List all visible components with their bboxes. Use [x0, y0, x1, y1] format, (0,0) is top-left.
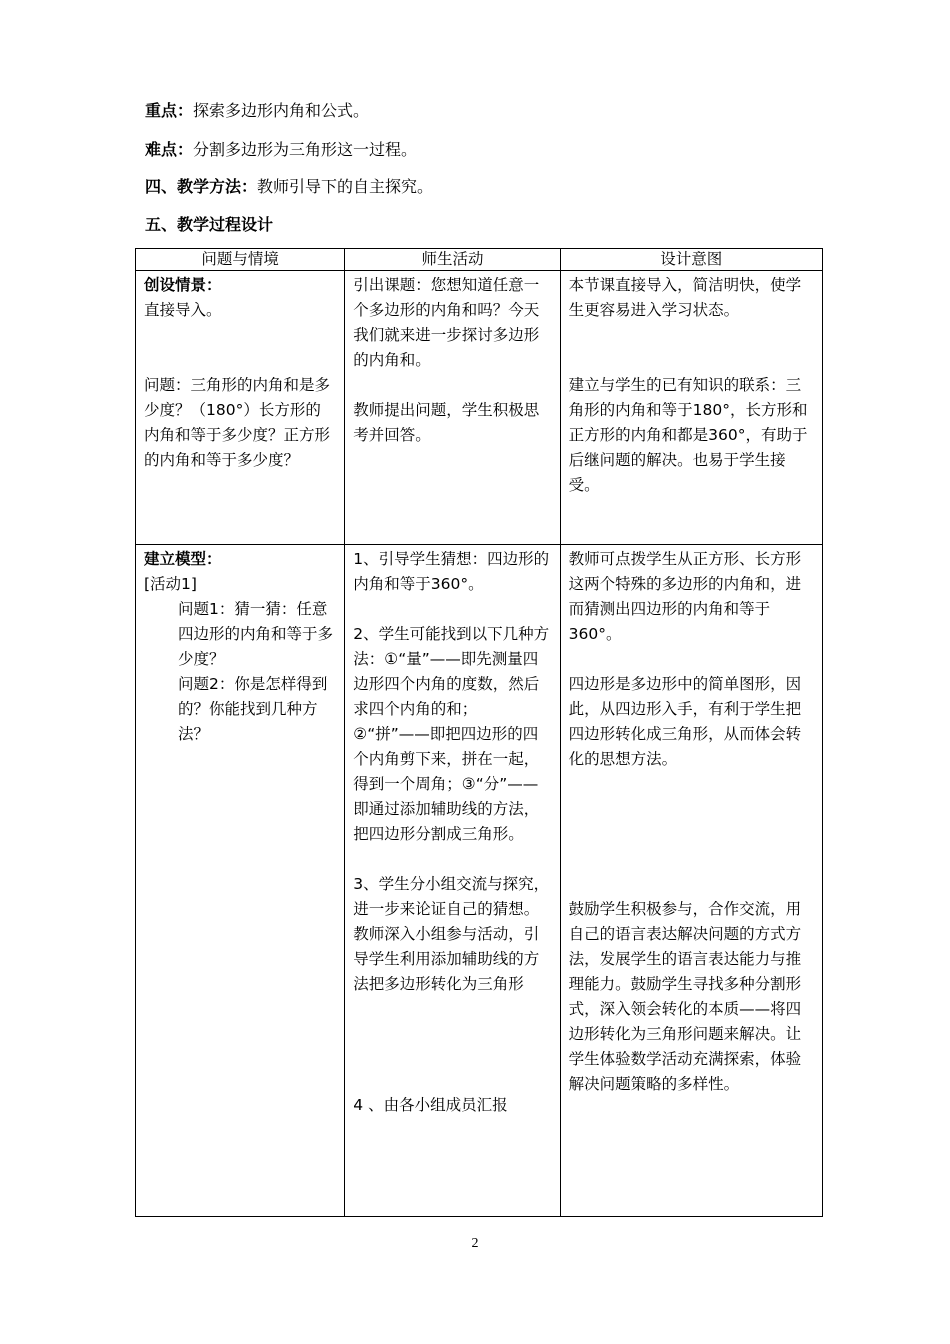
- row2-c3-text: 教师可点拨学生从正方形、长方形这两个特殊的多边形的内角和，进而猜测出四边形的内角和等于360°。: [568, 550, 802, 643]
- page-number: 2: [471, 1236, 479, 1251]
- table-row: [136, 545, 823, 1217]
- row1-c3-text: 本节课直接导入，简洁明快，使学生更容易进入学习状态。: [568, 276, 802, 319]
- row1-activity-cell: [345, 271, 560, 545]
- row2-c1-text: [活动1]: [144, 575, 197, 593]
- row1-c2-text: 引出课题：您想知道任意一个多边形的内角和吗？今天我们就来进一步探讨多边形的内角和。: [353, 276, 540, 369]
- row2-c2-text: 2、学生可能找到以下几种方法：①“量”——即先测量四边形四个内角的度数，然后求四个内角的和；②“拼”——即把四边形的四个内角剪下来，拼在一起，得到一个周角；③“分”——即通过添加辅助线的方法，把四边形分割成三角形。: [353, 625, 550, 843]
- row1-intent-cell: [560, 271, 822, 545]
- method-text: 教师引导下的自主探究。: [257, 177, 434, 196]
- row2-c3-text: 鼓励学生积极参与，合作交流，用自己的语言表达解决问题的方式方法，发展学生的语言表达能力与推理能力。鼓励学生寻找多种分割形式，深入领会转化的本质——将四边形转化为三角形问题来解决。让学生体验数学活动充满探索，体验解决问题策略的多样性。: [568, 900, 802, 1093]
- row2-c2-text: 4 、由各小组成员汇报: [353, 1096, 508, 1114]
- method-label: 四、教学方法：: [145, 177, 258, 196]
- header-question: 问题与情境: [136, 249, 345, 271]
- row2-c1-text: 问题2：你是怎样得到的？你能找到几种方法？: [178, 675, 328, 743]
- header-intent: 设计意图: [560, 249, 822, 271]
- row1-c1-text: 直接导入。: [144, 301, 222, 319]
- difficulty-text: 分割多边形为三角形这一过程。: [193, 140, 418, 159]
- difficulty-line: [145, 140, 417, 160]
- row2-c1-text: 问题1：猜一猜：任意四边形的内角和等于多少度？: [178, 600, 334, 668]
- teaching-process-table: [135, 248, 823, 1217]
- row2-c3-text: 四边形是多边形中的简单图形，因此，从四边形入手，有利于学生把四边形转化成三角形，从而体会转化的思想方法。: [568, 675, 802, 768]
- row1-c1-text: 问题：三角形的内角和是多少度？（180°）长方形的内角和等于多少度？正方形的内角和等于多少度？: [144, 376, 331, 469]
- row2-question-cell: [136, 545, 345, 1217]
- design-heading: 五、教学过程设计: [145, 215, 274, 234]
- table-row: [136, 271, 823, 545]
- method-line: [145, 177, 433, 197]
- table-header-row: [136, 249, 823, 271]
- header-activity: 师生活动: [345, 249, 560, 271]
- difficulty-label: 难点：: [145, 140, 194, 159]
- key-point-line: [145, 101, 369, 121]
- row2-activity-cell: [345, 545, 560, 1217]
- key-point-label: 重点：: [145, 101, 194, 120]
- key-point-text: 探索多边形内角和公式。: [193, 101, 370, 120]
- row2-c2-text: 1、引导学生猜想：四边形的内角和等于360°。: [353, 550, 550, 593]
- row1-question-cell: [136, 271, 345, 545]
- row1-title: 创设情景：: [144, 276, 222, 294]
- row2-title: 建立模型：: [144, 550, 222, 568]
- row2-intent-cell: [560, 545, 822, 1217]
- row1-c3-text: 建立与学生的已有知识的联系：三角形的内角和等于180°，长方形和正方形的内角和都是360°，有助于后继问题的解决。也易于学生接受。: [568, 376, 808, 494]
- row2-c2-text: 3、学生分小组交流与探究，进一步来论证自己的猜想。教师深入小组参与活动，引导学生利用添加辅助线的方法把多边形转化为三角形: [353, 875, 550, 993]
- row1-c2-text: 教师提出问题，学生积极思考并回答。: [353, 401, 540, 444]
